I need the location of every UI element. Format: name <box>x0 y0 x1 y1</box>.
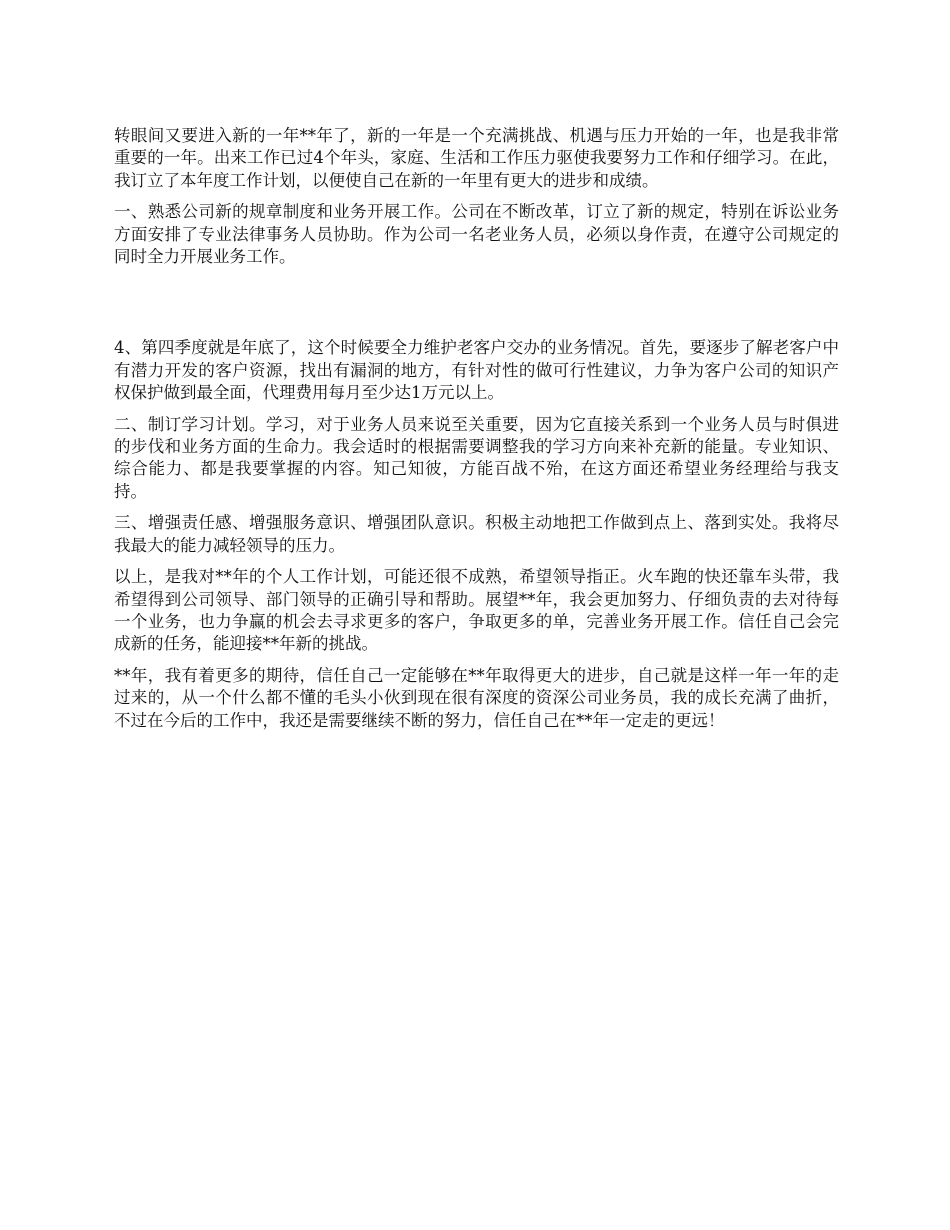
document-body <box>114 125 839 741</box>
paragraph-summary: 以上，是我对**年的个人工作计划，可能还很不成熟，希望领导指正。火车跑的快还靠车头带，我希望得到公司领导、部门领导的正确引导和帮助。展望**年，我会更加努力、仔细负责的去对待每一个业务，也力争赢的机会去寻求更多的客户，争取更多的单，完善业务开展工作。信任自己会完成新的任务，能迎接**年新的挑战。 <box>114 567 839 654</box>
paragraph-section-three: 三、增强责任感、增强服务意识、增强团队意识。积极主动地把工作做到点上、落到实处。我将尽我最大的能力减轻领导的压力。 <box>114 513 839 555</box>
paragraph-fourth-quarter: 4、第四季度就是年底了，这个时候要全力维护老客户交办的业务情况。首先，要逐步了解老客户中有潜力开发的客户资源，找出有漏洞的地方，有针对性的做可行性建议，力争为客户公司的知识产权保护做到最全面，代理费用每月至少达1万元以上。 <box>114 338 839 403</box>
paragraph-section-two: 二、制订学习计划。学习，对于业务人员来说至关重要，因为它直接关系到一个业务人员与时俱进的步伐和业务方面的生命力。我会适时的根据需要调整我的学习方向来补充新的能量。专业知识、综合能力、都是我要掌握的内容。知己知彼，方能百战不殆，在这方面还希望业务经理给与我支持。 <box>114 414 839 501</box>
blank-gap <box>114 277 839 337</box>
paragraph-intro: 转眼间又要进入新的一年**年了，新的一年是一个充满挑战、机遇与压力开始的一年，也是我非常重要的一年。出来工作已过4个年头，家庭、生活和工作压力驱使我要努力工作和仔细学习。在此，我订立了本年度工作计划，以便使自己在新的一年里有更大的进步和成绩。 <box>114 126 839 190</box>
paragraph-closing: **年，我有着更多的期待，信任自己一定能够在**年取得更大的进步，自己就是这样一年一年的走过来的，从一个什么都不懂的毛头小伙到现在很有深度的资深公司业务员，我的成长充满了曲折，不过在今后的工作中，我还是需要继续不断的努力，信任自己在**年一定走的更远！ <box>114 665 839 730</box>
paragraph-section-one: 一、熟悉公司新的规章制度和业务开展工作。公司在不断改革，订立了新的规定，特别在诉讼业务方面安排了专业法律事务人员协助。作为公司一名老业务人员，必须以身作责，在遵守公司规定的同时全力开展业务工作。 <box>114 202 839 267</box>
